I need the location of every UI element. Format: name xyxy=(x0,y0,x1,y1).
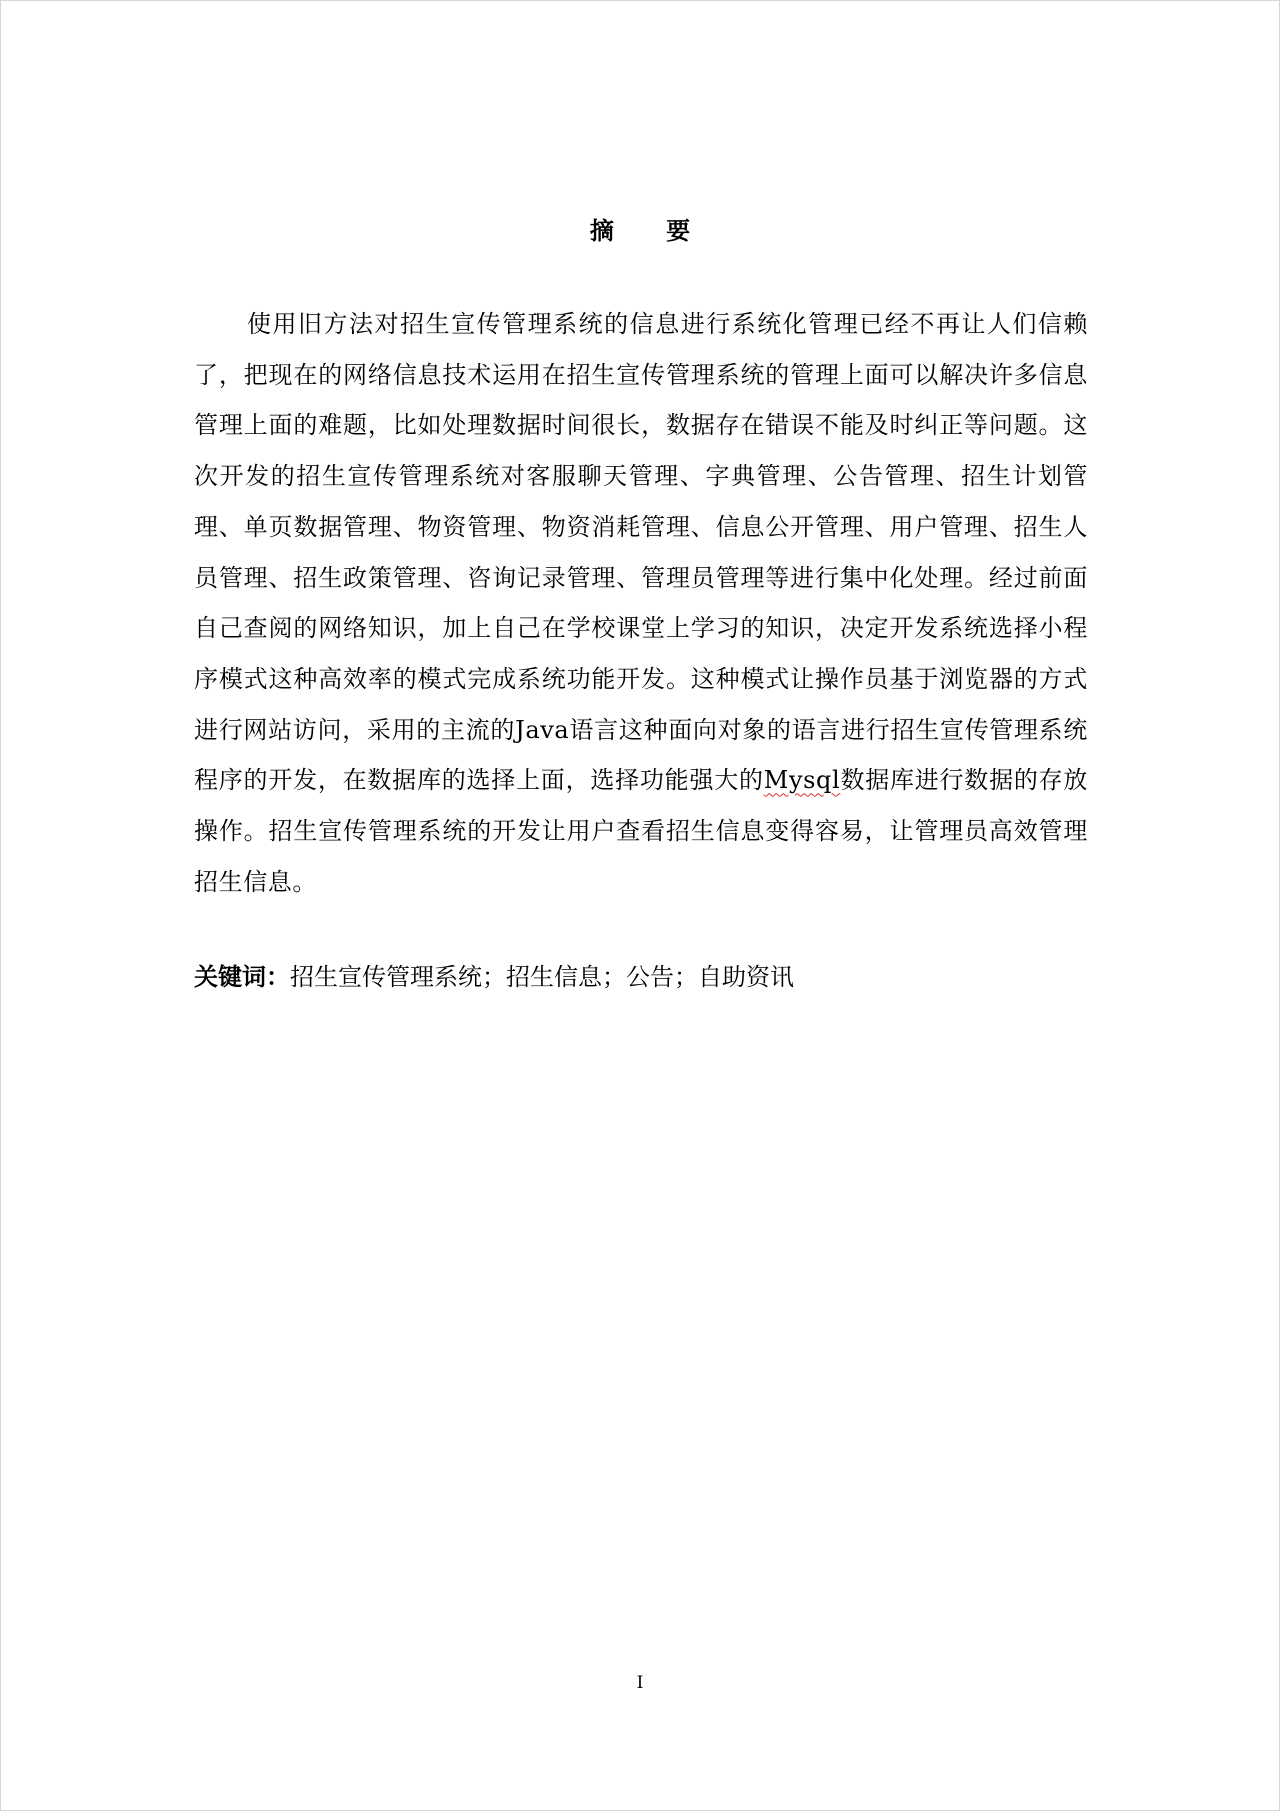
abstract-text-part2: 数据库进行数据的存放操作。招生宣传管理系统的开发让用户查看招生信息变得容易，让管理员高效管理招生信息。 xyxy=(194,766,1088,896)
keywords-label: 关键词： xyxy=(194,963,290,991)
abstract-title: 摘 要 xyxy=(589,217,713,245)
spellcheck-flagged-word: Mysql xyxy=(763,766,841,795)
keywords-line xyxy=(194,957,1088,997)
keywords-text: 招生宣传管理系统；招生信息；公告；自助资讯 xyxy=(290,963,794,991)
page-number: I xyxy=(636,1673,644,1693)
abstract-paragraph xyxy=(194,299,1088,907)
abstract-text-part1: 使用旧方法对招生宣传管理系统的信息进行系统化管理已经不再让人们信赖了，把现在的网络信息技术运用在招生宣传管理系统的管理上面可以解决许多信息管理上面的难题，比如处理数据时间很长，数据存在错误不能及时纠正等问题。这次开发的招生宣传管理系统对客服聊天管理、字典管理、公告管理、招生计划管理、单页数据管理、物资管理、物资消耗管理、信息公开管理、用户管理、招生人员管理、招生政策管理、咨询记录管理、管理员管理等进行集中化处理。经过前面自己查阅的网络知识，加上自己在学校课堂上学习的知识，决定开发系统选择小程序模式这种高效率的模式完成系统功能开发。这种模式让操作员基于浏览器的方式进行网站访问，采用的主流的Java语言这种面向对象的语言进行招生宣传管理系统程序的开发，在数据库的选择上面，选择功能强大的 xyxy=(194,310,1088,795)
